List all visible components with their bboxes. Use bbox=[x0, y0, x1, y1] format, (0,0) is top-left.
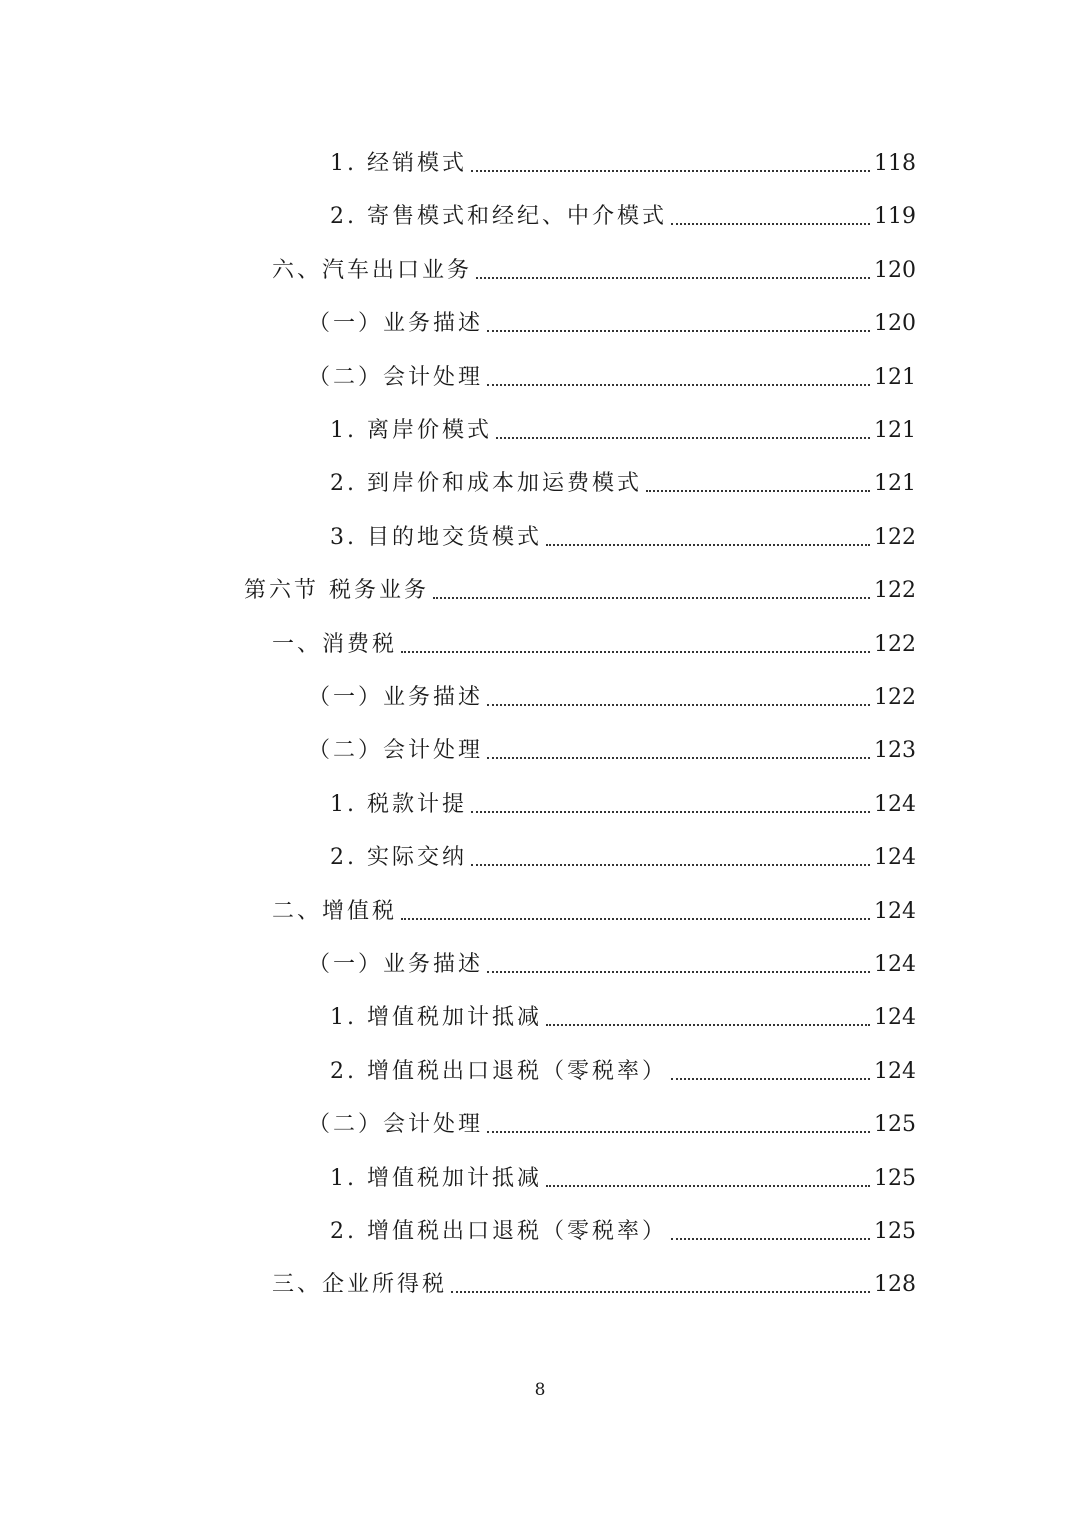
toc-entry-title: 三、企业所得税 bbox=[272, 1272, 448, 1298]
toc-entry-title: 1. 增值税加计抵减 bbox=[330, 1165, 542, 1191]
toc-entry[interactable] bbox=[330, 511, 916, 551]
toc-entry-title: 1. 经销模式 bbox=[330, 151, 467, 176]
toc-entry-title: （二）会计处理 bbox=[308, 364, 484, 390]
toc-entry-page: 118 bbox=[874, 151, 916, 176]
toc-entry[interactable] bbox=[308, 724, 916, 764]
toc-entry[interactable] bbox=[272, 885, 916, 925]
toc-dot-leader bbox=[487, 1130, 870, 1133]
toc-dot-leader bbox=[487, 329, 870, 332]
toc-entry-page: 124 bbox=[874, 952, 916, 977]
toc-entry-page: 120 bbox=[874, 311, 916, 337]
toc-entry[interactable] bbox=[244, 564, 916, 604]
toc-entry[interactable] bbox=[272, 244, 916, 284]
toc-dot-leader bbox=[646, 489, 870, 492]
toc-dot-leader bbox=[496, 436, 870, 439]
toc-entry-page: 121 bbox=[874, 471, 916, 497]
toc-dot-leader bbox=[487, 756, 870, 759]
toc-entry-title: 1. 离岸价模式 bbox=[330, 418, 492, 443]
toc-entry[interactable] bbox=[308, 1098, 916, 1138]
toc-entry-title: 2. 增值税出口退税（零税率） bbox=[330, 1219, 667, 1244]
toc-entry[interactable] bbox=[330, 404, 916, 444]
toc-dot-leader bbox=[471, 169, 870, 172]
toc-entry-title: 一、消费税 bbox=[272, 631, 398, 657]
toc-entry-page: 125 bbox=[874, 1165, 916, 1191]
toc-entry-title: 1. 税款计提 bbox=[330, 791, 467, 817]
toc-entry-title: 2. 到岸价和成本加运费模式 bbox=[330, 471, 642, 497]
page-number: 8 bbox=[534, 1380, 546, 1400]
toc-entry-page: 128 bbox=[874, 1272, 916, 1298]
toc-entry[interactable] bbox=[308, 938, 916, 978]
toc-entry[interactable] bbox=[330, 1205, 916, 1245]
toc-dot-leader bbox=[671, 222, 870, 225]
toc-entry-title: 2. 增值税出口退税（零税率） bbox=[330, 1058, 667, 1084]
toc-dot-leader bbox=[546, 1184, 870, 1187]
toc-entry-page: 121 bbox=[874, 418, 916, 443]
toc-entry-page: 124 bbox=[874, 898, 916, 924]
toc-dot-leader bbox=[546, 1023, 870, 1026]
toc-entry-page: 124 bbox=[874, 845, 916, 871]
toc-dot-leader bbox=[471, 863, 870, 866]
toc-entry[interactable] bbox=[330, 991, 916, 1031]
toc-entry[interactable] bbox=[330, 778, 916, 818]
toc-entry-title: （一）业务描述 bbox=[308, 952, 484, 977]
toc-entry[interactable] bbox=[330, 457, 916, 497]
toc-entry-page: 122 bbox=[874, 578, 916, 604]
toc-dot-leader bbox=[487, 383, 870, 386]
toc-entry-title: 六、汽车出口业务 bbox=[272, 257, 473, 283]
toc-entry[interactable] bbox=[330, 1152, 916, 1192]
toc-dot-leader bbox=[451, 1290, 870, 1293]
toc-entry-page: 124 bbox=[874, 1058, 916, 1084]
toc-entry[interactable] bbox=[308, 297, 916, 337]
toc-entry[interactable] bbox=[330, 137, 916, 177]
toc-entry-title: 2. 寄售模式和经纪、中介模式 bbox=[330, 204, 667, 230]
toc-dot-leader bbox=[401, 917, 870, 920]
toc-entry-page: 122 bbox=[874, 685, 916, 710]
toc-entry-title: （一）业务描述 bbox=[308, 685, 484, 710]
toc-dot-leader bbox=[671, 1077, 870, 1080]
toc-entry[interactable] bbox=[272, 618, 916, 658]
toc-entry-page: 124 bbox=[874, 1005, 916, 1031]
toc-entry-page: 119 bbox=[874, 204, 916, 230]
toc-dot-leader bbox=[401, 650, 870, 653]
toc-dot-leader bbox=[671, 1237, 870, 1240]
toc-entry-title: 3. 目的地交货模式 bbox=[330, 524, 542, 550]
toc-entry-page: 123 bbox=[874, 738, 916, 764]
toc-entry[interactable] bbox=[308, 351, 916, 391]
toc-entry-page: 121 bbox=[874, 364, 916, 390]
toc-entry[interactable] bbox=[308, 671, 916, 711]
toc-entry-title: （二）会计处理 bbox=[308, 1112, 484, 1138]
toc-entry-page: 125 bbox=[874, 1112, 916, 1138]
toc-entry-title: 第六节 税务业务 bbox=[244, 578, 429, 604]
toc-entry-title: 二、增值税 bbox=[272, 898, 398, 924]
toc-entry-page: 124 bbox=[874, 791, 916, 817]
toc-entry[interactable] bbox=[272, 1258, 916, 1298]
toc-entry-title: （二）会计处理 bbox=[308, 738, 484, 764]
toc-entry[interactable] bbox=[330, 831, 916, 871]
toc-entry-title: 1. 增值税加计抵减 bbox=[330, 1005, 542, 1031]
toc-dot-leader bbox=[476, 276, 870, 279]
toc-dot-leader bbox=[487, 970, 870, 973]
toc-entry[interactable] bbox=[330, 190, 916, 230]
toc-dot-leader bbox=[487, 703, 870, 706]
toc-entry-page: 122 bbox=[874, 524, 916, 550]
toc-dot-leader bbox=[433, 596, 870, 599]
toc-entry-title: 2. 实际交纳 bbox=[330, 845, 467, 871]
toc-entry-page: 120 bbox=[874, 257, 916, 283]
toc-dot-leader bbox=[546, 543, 870, 546]
toc-entry-title: （一）业务描述 bbox=[308, 311, 484, 337]
toc-entry[interactable] bbox=[330, 1045, 916, 1085]
toc-entry-page: 125 bbox=[874, 1219, 916, 1244]
toc-entry-page: 122 bbox=[874, 631, 916, 657]
toc-dot-leader bbox=[471, 810, 870, 813]
